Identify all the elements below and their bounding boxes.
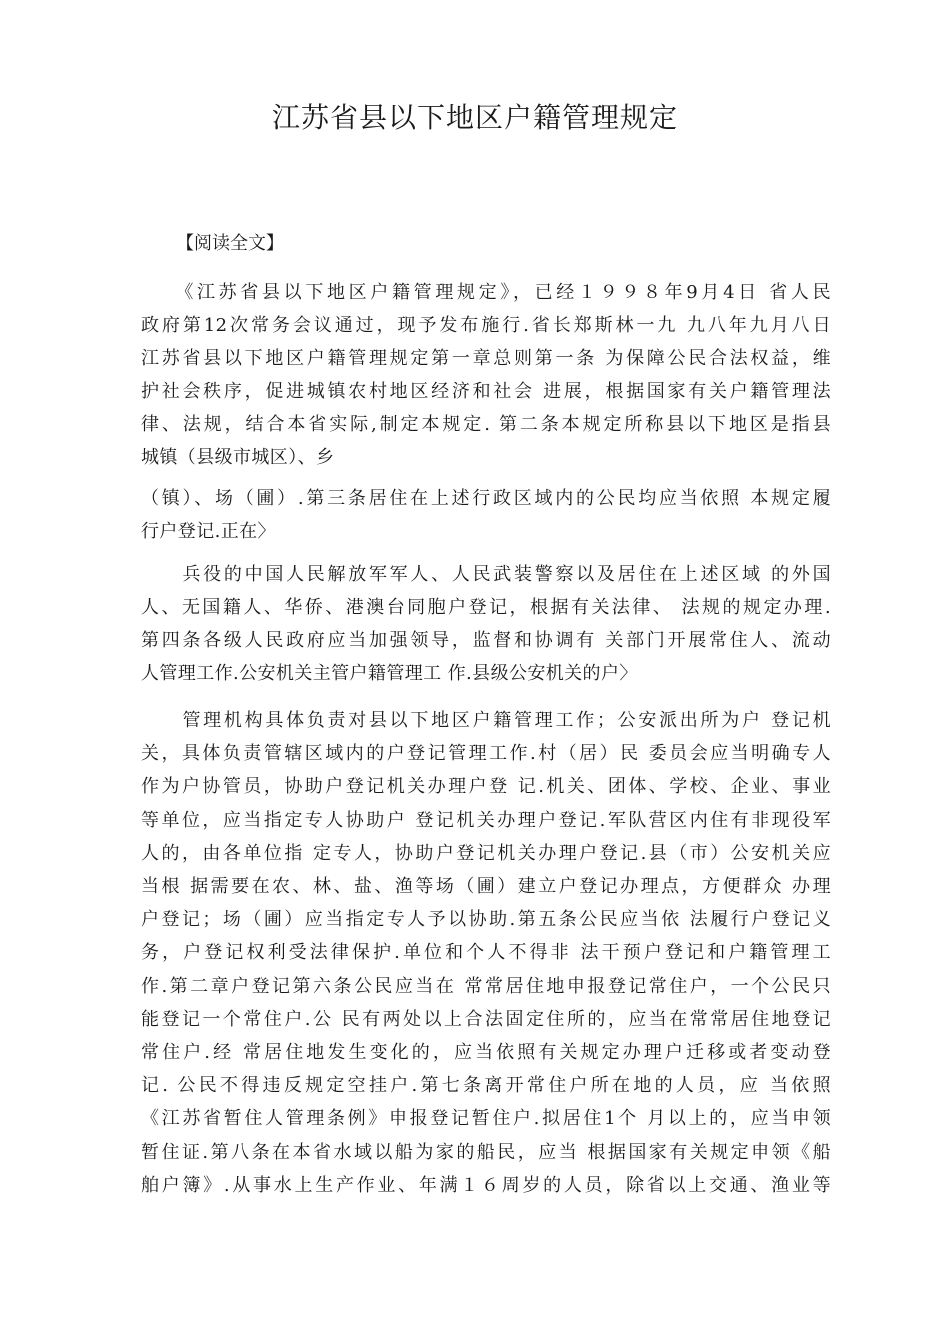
text-line: 等单位，应当指定专人协助户 登记机关办理户登记.军队营区内住有非现役军: [141, 809, 831, 831]
text-line: 兵役的中国人民解放军军人、人民武装警察以及居住在上述区域 的外国: [141, 564, 831, 585]
text-line: 管理机构具体负责对县以下地区户籍管理工作；公安派出所为户 登记机: [141, 710, 831, 731]
text-line: 人管理工作.公安机关主管户籍管理工 作.县级公安机关的户〉: [141, 663, 638, 684]
text-line: 城镇（县级市城区）、乡: [141, 447, 335, 468]
text-line: 能登记一个常住户.公 民有两处以上合法固定住所的，应当在常常居住地登记: [141, 1008, 831, 1030]
text-line: 政府第12次常务会议通过，现予发布施行.省长郑斯林一九 九八年九月八日: [141, 315, 831, 336]
text-line: 作为户协管员，协助户登记机关办理户登 记.机关、团体、学校、企业、事业: [141, 776, 831, 798]
paragraph-2: [141, 558, 831, 690]
text-line: 律、法规，结合本省实际,制定本规定. 第二条本规定所称县以下地区是指县: [141, 414, 831, 435]
text-line: 行户登记.正在〉: [141, 521, 276, 542]
text-line: 常住户.经 常居住地发生变化的，应当依照有关规定办理户迁移或者变动登: [141, 1042, 831, 1064]
read-all-link[interactable]: 【阅读全文】: [176, 233, 284, 254]
text-line: 人的，由各单位指 定专人，协助户登记机关办理户登记.县（市）公安机关应: [141, 842, 831, 864]
text-line: 当根 据需要在农、林、盐、渔等场（圃）建立户登记办理点，方便群众 办理: [141, 876, 831, 898]
text-line: 户登记；场（圃）应当指定专人予以协助.第五条公民应当依 法履行户登记义: [141, 909, 831, 931]
text-line: 记. 公民不得违反规定空挂户.第七条离开常住户所在地的人员，应 当依照: [141, 1075, 831, 1097]
text-line: 务，户登记权利受法律保护.单位和个人不得非 法干预户登记和户籍管理工: [141, 942, 831, 964]
text-line: 护社会秩序，促进城镇农村地区经济和社会 进展，根据国家有关户籍管理法: [141, 381, 831, 402]
text-line: 江苏省县以下地区户籍管理规定第一章总则第一条 为保障公民合法权益，维: [141, 348, 831, 369]
text-line: 人、无国籍人、华侨、港澳台同胞户登记，根据有关法律、 法规的规定办理.: [141, 597, 831, 618]
paragraph-1: [141, 276, 831, 548]
text-line: 《江苏省县以下地区户籍管理规定》，已经１９９８年9月4日 省人民: [141, 282, 831, 303]
text-line: 第四条各级人民政府应当加强领导，监督和协调有 关部门开展常住人、流动: [141, 630, 831, 651]
text-line: 暂住证.第八条在本省水域以船为家的船民，应当 根据国家有关规定申领《船: [141, 1141, 831, 1163]
text-line: 关，具体负责管辖区域内的户登记管理工作.村（居）民 委员会应当明确专人: [141, 743, 831, 765]
text-line: （镇）、场（圃）.第三条居住在上述行政区域内的公民均应当依照 本规定履: [141, 488, 831, 509]
paragraph-3: [141, 704, 831, 1202]
text-line: 《江苏省暂住人管理条例》申报登记暂住户.拟居住1个 月以上的，应当申领: [141, 1108, 831, 1130]
text-line: 作.第二章户登记第六条公民应当在 常常居住地申报登记常住户，一个公民只: [141, 975, 831, 997]
document-title: 江苏省县以下地区户籍管理规定: [271, 101, 678, 134]
text-line: 舶户簿》.从事水上生产作业、年满１６周岁的人员，除省以上交通、渔业等: [141, 1174, 831, 1196]
